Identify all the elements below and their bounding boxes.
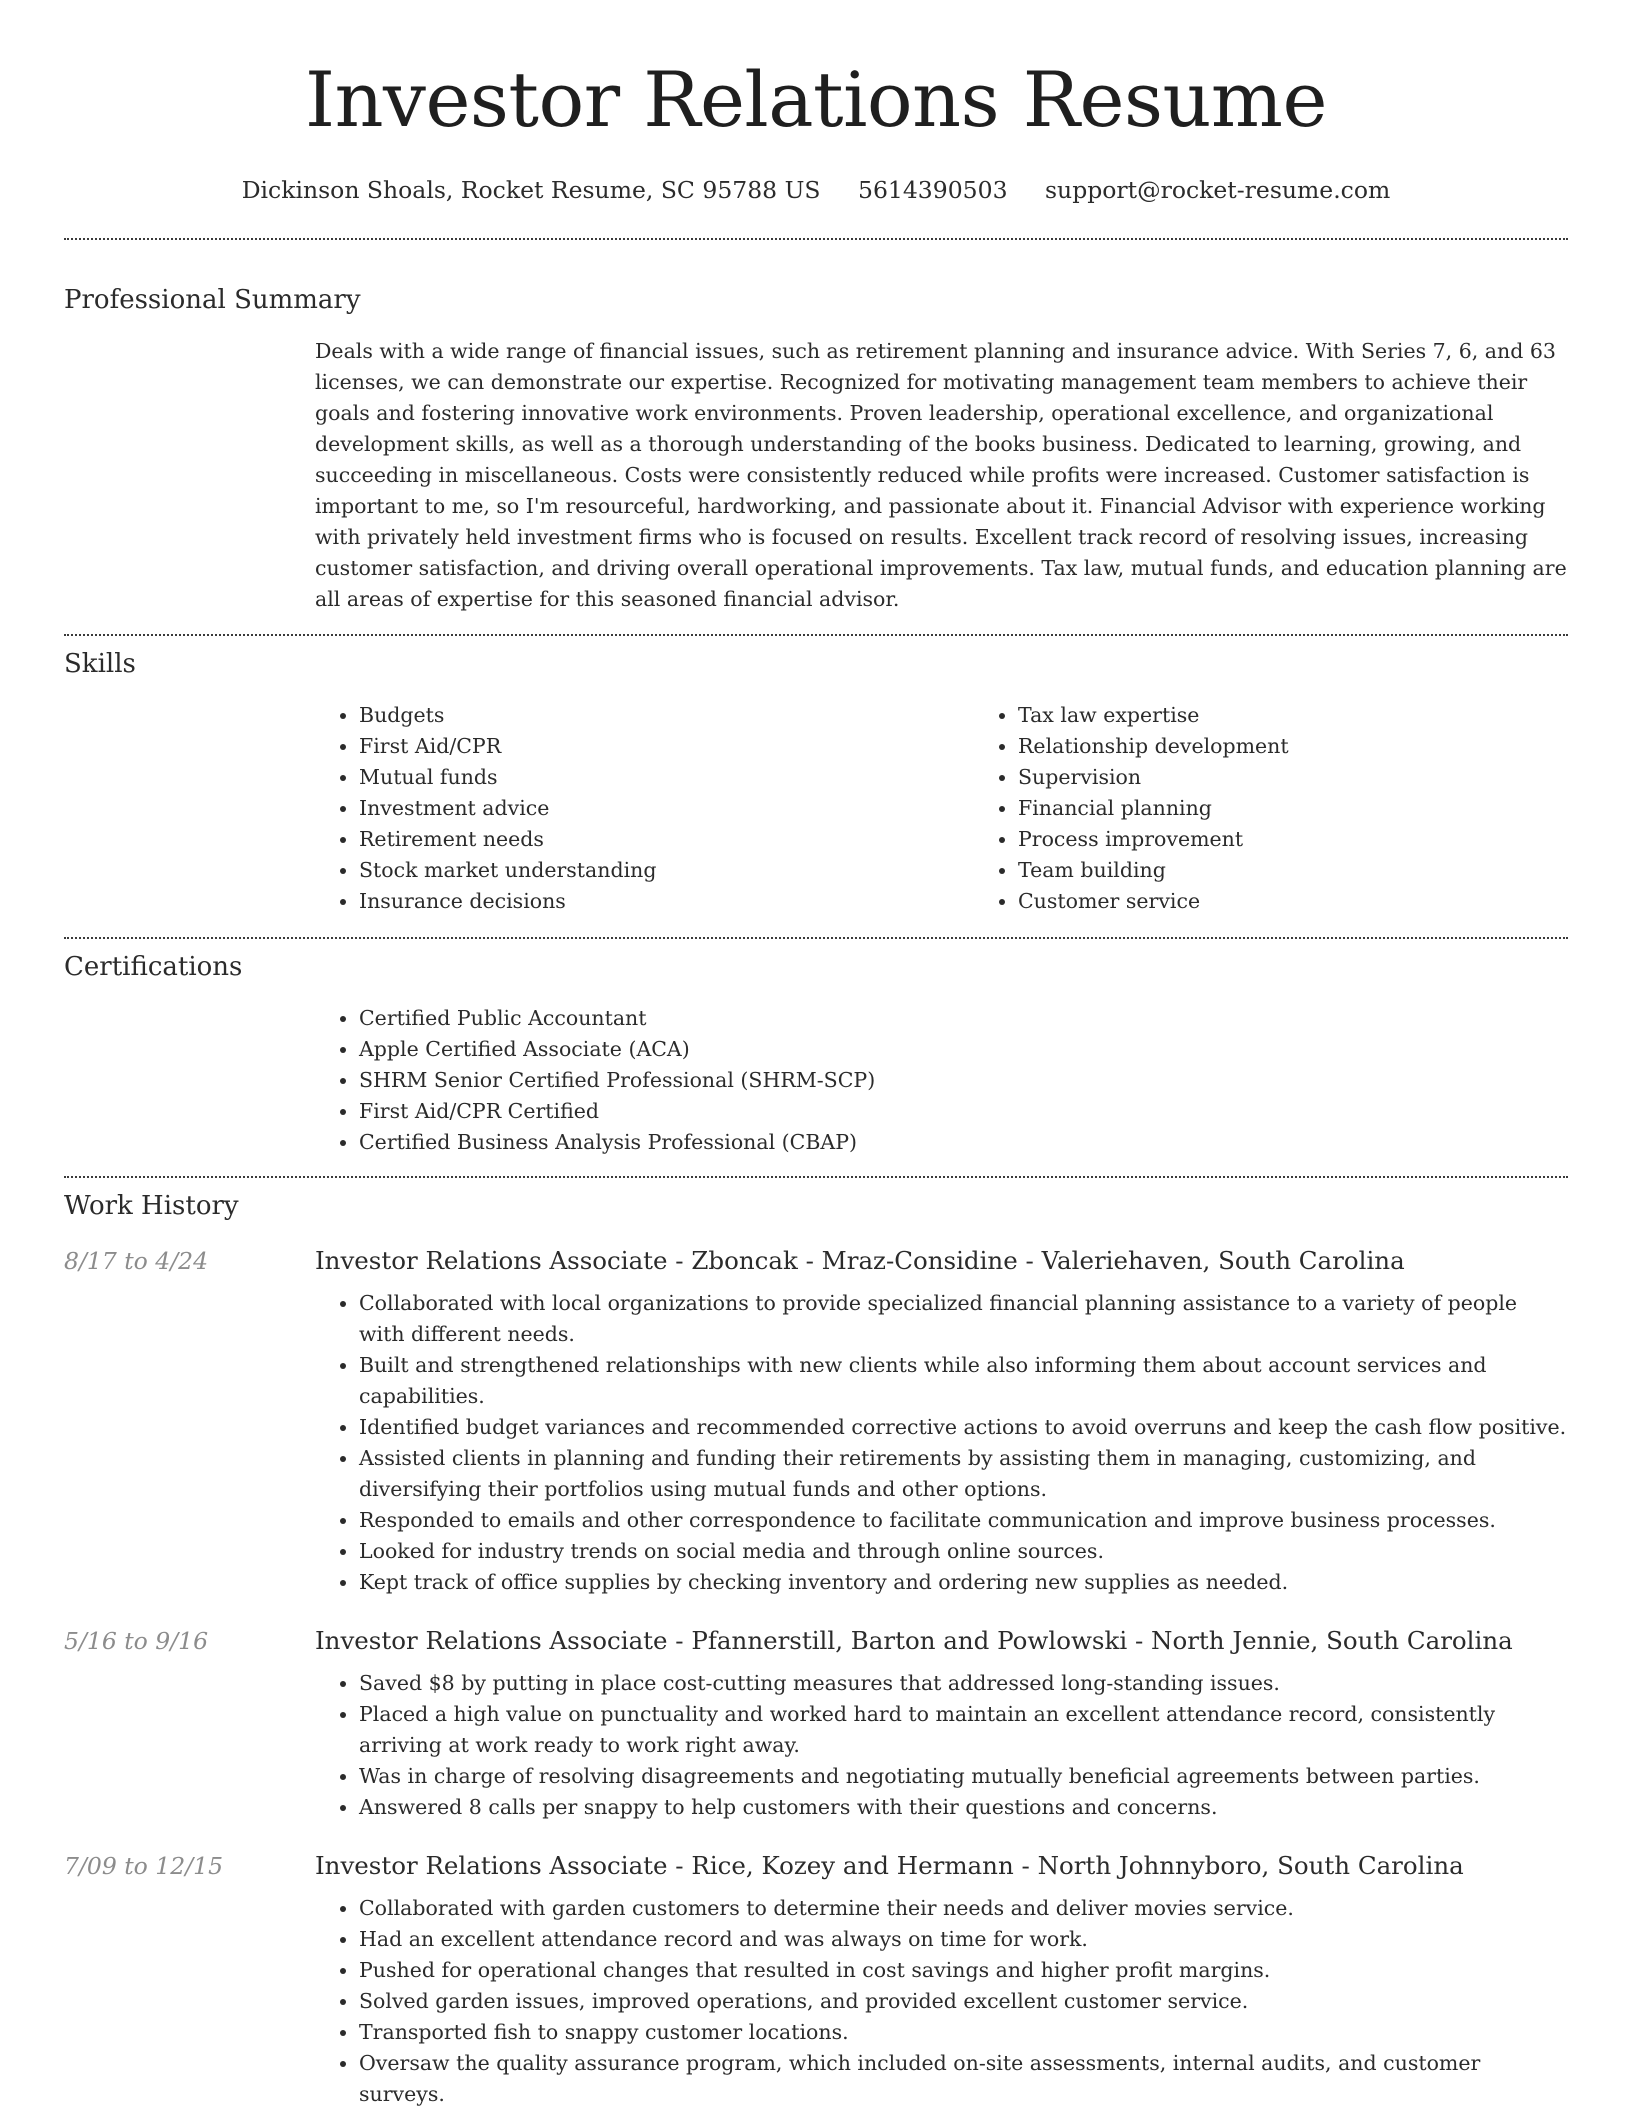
certifications-body bbox=[315, 1003, 1568, 1158]
certification-item: • SHRM Senior Certified Professional (SHRM-SCP) bbox=[359, 1065, 1568, 1096]
certifications-list bbox=[315, 1003, 1568, 1158]
job-bullet: • Looked for industry trends on social media and through online sources. bbox=[359, 1536, 1568, 1567]
job-bullet: • Built and strengthened relationships with new clients while also informing them about account services and capabilities. bbox=[359, 1350, 1568, 1412]
job-entry bbox=[64, 1624, 1568, 1823]
contact-phone: 5614390503 bbox=[858, 176, 1008, 204]
job-bullet: • Transported fish to snappy customer locations. bbox=[359, 2017, 1568, 2048]
section-divider bbox=[64, 238, 1568, 240]
job-bullet: • Collaborated with garden customers to determine their needs and deliver movies service. bbox=[359, 1893, 1568, 1924]
certifications-heading: Certifications bbox=[64, 952, 243, 982]
job-title: Investor Relations Associate - Zboncak - Mraz-Considine - Valeriehaven, South Carolina bbox=[315, 1246, 1405, 1275]
skill-item: • Team building bbox=[1018, 855, 1632, 886]
skills-grid bbox=[315, 700, 1568, 917]
skill-item: • Relationship development bbox=[1018, 731, 1632, 762]
job-bullet: • Assisted clients in planning and funding their retirements by assisting them in managing, customizing, and diversifying their portfolios using mutual funds and other options. bbox=[359, 1443, 1568, 1505]
job-bullet: • Placed a high value on punctuality and worked hard to maintain an excellent attendance record, consistently arriving at work ready to work right away. bbox=[359, 1699, 1568, 1761]
skills-heading: Skills bbox=[64, 649, 136, 679]
resume-page bbox=[64, 0, 1568, 2110]
section-divider bbox=[64, 1176, 1568, 1178]
job-bullet: • Solved garden issues, improved operations, and provided excellent customer service. bbox=[359, 1986, 1568, 2017]
contact-line bbox=[64, 174, 1568, 206]
skill-item: • Financial planning bbox=[1018, 793, 1632, 824]
job-entry bbox=[64, 1849, 1568, 2110]
skills-list-left bbox=[315, 700, 974, 917]
work-history-section bbox=[64, 1188, 1568, 2110]
skill-item: • Budgets bbox=[359, 700, 974, 731]
job-entry bbox=[64, 1244, 1568, 1598]
skill-item: • Process improvement bbox=[1018, 824, 1632, 855]
job-bullet: • Answered 8 calls per snappy to help customers with their questions and concerns. bbox=[359, 1792, 1568, 1823]
job-dates: 5/16 to 9/16 bbox=[64, 1627, 209, 1655]
contact-email: support@rocket-resume.com bbox=[1045, 176, 1391, 204]
job-bullet: • Was in charge of resolving disagreements and negotiating mutually beneficial agreements between parties. bbox=[359, 1761, 1568, 1792]
job-bullets bbox=[315, 1893, 1568, 2110]
skill-item: • Retirement needs bbox=[359, 824, 974, 855]
summary-section bbox=[64, 282, 1568, 615]
job-title: Investor Relations Associate - Rice, Kozey and Hermann - North Johnnyboro, South Carolina bbox=[315, 1851, 1464, 1880]
skill-item: • Stock market understanding bbox=[359, 855, 974, 886]
resume-title: Investor Relations Resume bbox=[305, 55, 1327, 144]
job-bullet: • Collaborated with local organizations to provide specialized financial planning assistance to a variety of people with different needs. bbox=[359, 1288, 1568, 1350]
skill-item: • First Aid/CPR bbox=[359, 731, 974, 762]
job-header bbox=[64, 1244, 1568, 1278]
skill-item: • Supervision bbox=[1018, 762, 1632, 793]
skill-item: • Customer service bbox=[1018, 886, 1632, 917]
certification-item: • Certified Business Analysis Professional (CBAP) bbox=[359, 1127, 1568, 1158]
job-dates: 7/09 to 12/15 bbox=[64, 1852, 224, 1880]
job-dates: 8/17 to 4/24 bbox=[64, 1247, 209, 1275]
skills-list-right bbox=[974, 700, 1632, 917]
section-divider bbox=[64, 937, 1568, 939]
skill-item: • Mutual funds bbox=[359, 762, 974, 793]
job-header bbox=[64, 1624, 1568, 1658]
job-bullets bbox=[315, 1288, 1568, 1598]
certification-item: • First Aid/CPR Certified bbox=[359, 1096, 1568, 1127]
summary-text: Deals with a wide range of financial issues, such as retirement planning and insurance advice. With Series 7, 6, and 63 licenses, we can demonstrate our expertise. Recognized for motivating management team members to achieve their goals and fostering innovative work environments. Proven leadership, operational excellence, and organizational development skills, as well as a thorough understanding of the books business. Dedicated to learning, growing, and succeeding in miscellaneous. Costs were consistently reduced while profits were increased. Customer satisfaction is important to me, so I'm resourceful, hardworking, and passionate about it. Financial Advisor with experience working with privately held investment firms who is focused on results. Excellent track record of resolving issues, increasing customer satisfaction, and driving overall operational improvements. Tax law, mutual funds, and education planning are all areas of expertise for this seasoned financial advisor. bbox=[315, 339, 1567, 611]
certification-item: • Certified Public Accountant bbox=[359, 1003, 1568, 1034]
job-bullet: • Saved $8 by putting in place cost-cutting measures that addressed long-standing issues. bbox=[359, 1668, 1568, 1699]
section-divider bbox=[64, 634, 1568, 636]
job-bullet: • Responded to emails and other correspondence to facilitate communication and improve business processes. bbox=[359, 1505, 1568, 1536]
skill-item: • Investment advice bbox=[359, 793, 974, 824]
summary-heading: Professional Summary bbox=[64, 285, 361, 315]
certifications-section bbox=[64, 949, 1568, 1158]
job-bullet: • Oversaw the quality assurance program, which included on-site assessments, internal audits, and customer surveys. bbox=[359, 2048, 1568, 2110]
work-history-heading: Work History bbox=[64, 1191, 239, 1221]
job-bullets bbox=[315, 1668, 1568, 1823]
job-header bbox=[64, 1849, 1568, 1883]
contact-address: Dickinson Shoals, Rocket Resume, SC 95788 US bbox=[241, 176, 821, 204]
job-bullet: • Identified budget variances and recommended corrective actions to avoid overruns and keep the cash flow positive. bbox=[359, 1412, 1568, 1443]
certification-item: • Apple Certified Associate (ACA) bbox=[359, 1034, 1568, 1065]
job-title: Investor Relations Associate - Pfannerstill, Barton and Powlowski - North Jennie, South Carolina bbox=[315, 1626, 1513, 1655]
skills-section bbox=[64, 646, 1568, 917]
job-bullet: • Pushed for operational changes that resulted in cost savings and higher profit margins. bbox=[359, 1955, 1568, 1986]
job-bullet: • Kept track of office supplies by checking inventory and ordering new supplies as needed. bbox=[359, 1567, 1568, 1598]
job-bullet: • Had an excellent attendance record and was always on time for work. bbox=[359, 1924, 1568, 1955]
summary-body bbox=[315, 336, 1568, 615]
skill-item: • Tax law expertise bbox=[1018, 700, 1632, 731]
skill-item: • Insurance decisions bbox=[359, 886, 974, 917]
